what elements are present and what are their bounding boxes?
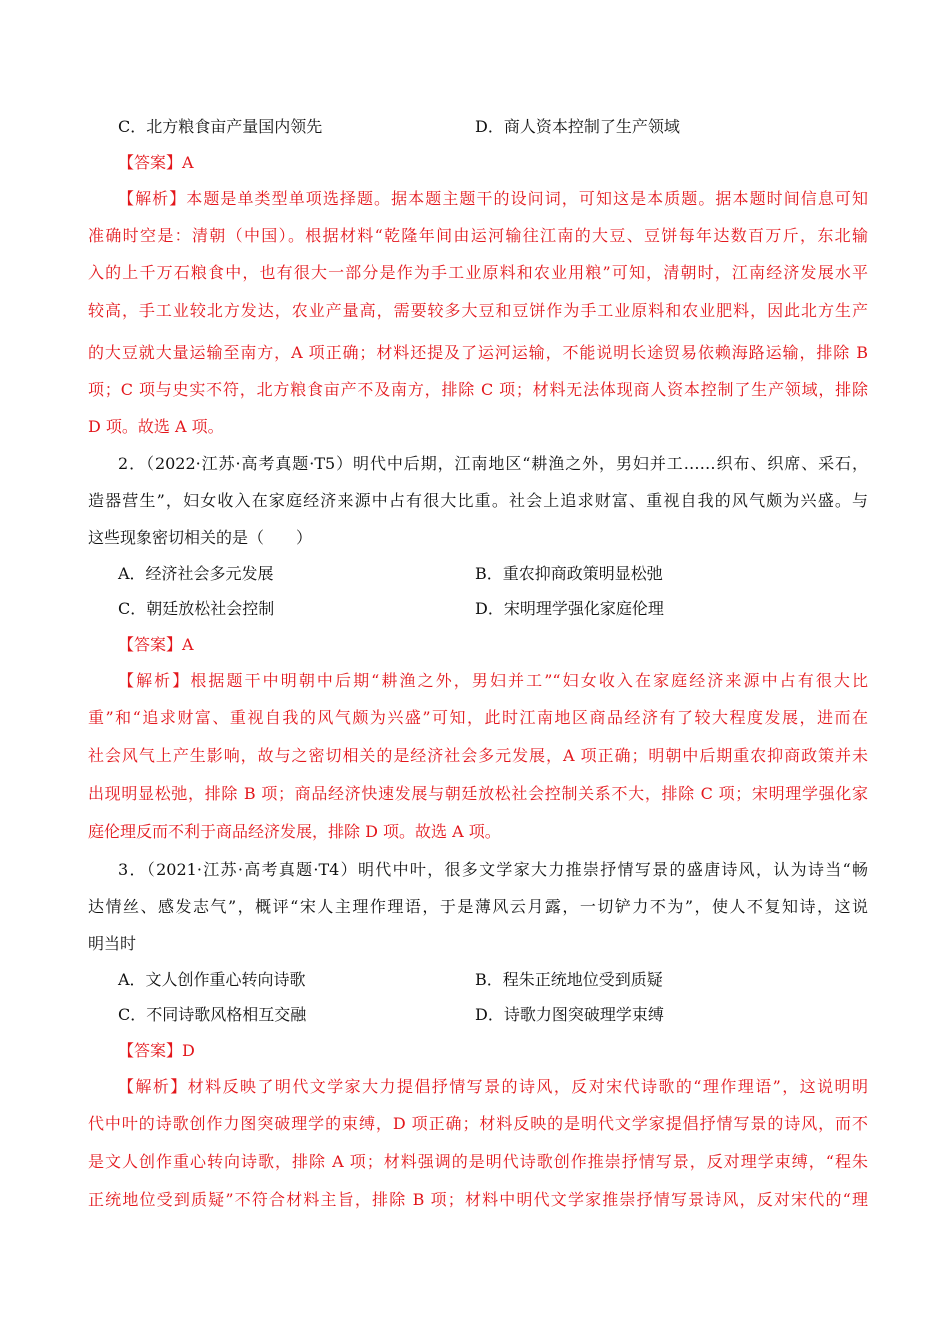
q3-analysis-line: 【解析】材料反映了明代文学家大力提倡抒情写景的诗风，反对宋代诗歌的“理作理语”，这说明明 xyxy=(118,1077,868,1096)
q1-analysis-line: 入的上千万石粮食中，也有很大一部分是作为手工业原料和农业用粮”可知，清朝时，江南经济发展水平 xyxy=(88,263,868,282)
q3-stem-line: 3．（2021·江苏·高考真题·T4）明代中叶，很多文学家大力推崇抒情写景的盛唐诗风，认为诗当“畅 xyxy=(118,860,868,879)
q2-stem-line: 造器营生”，妇女收入在家庭经济来源中占有很大比重。社会上追求财富、重视自我的风气颇为兴盛。与 xyxy=(88,491,868,510)
q3-stem-line: 达情丝、感发志气”，概评“宋人主理作理语，于是薄风云月露，一切铲力不为”，使人不复知诗，这说 xyxy=(88,897,868,916)
q2-analysis-line: 重”和“追求财富、重视自我的风气颇为兴盛”可知，此时江南地区商品经济有了较大程度发展，进而在 xyxy=(88,708,868,727)
q3-option-d: D．诗歌力图突破理学束缚 xyxy=(475,1005,664,1024)
q3-stem-line: 明当时 xyxy=(88,934,137,953)
q3-analysis-line: 是文人创作重心转向诗歌，排除 A 项；材料强调的是明代诗歌创作推崇抒情写景，反对理学束缚，“程朱 xyxy=(88,1152,868,1171)
q2-option-a: A．经济社会多元发展 xyxy=(118,564,274,583)
q2-analysis-line: 庭伦理反而不利于商品经济发展，排除 D 项。故选 A 项。 xyxy=(88,822,501,841)
q2-analysis-line: 社会风气上产生影响，故与之密切相关的是经济社会多元发展，A 项正确；明朝中后期重农抑商政策并未 xyxy=(88,746,868,765)
q2-option-b: B．重农抑商政策明显松弛 xyxy=(475,564,663,583)
q1-analysis-line: 准确时空是：清朝（中国）。根据材料“乾隆年间由运河输往江南的大豆、豆饼每年达数百万斤，东北输 xyxy=(88,226,868,245)
q1-analysis-line: 【解析】本题是单类型单项选择题。据本题主题干的设问词，可知这是本质题。据本题时间信息可知 xyxy=(118,189,868,208)
q2-stem-line: 2．（2022·江苏·高考真题·T5）明代中后期，江南地区“耕渔之外，男妇并工……织布、织席、采石， xyxy=(118,454,868,473)
q1-option-d: D．商人资本控制了生产领域 xyxy=(475,117,680,136)
q2-option-d: D．宋明理学强化家庭伦理 xyxy=(475,599,664,618)
q1-analysis-line: 项；C 项与史实不符，北方粮食亩产不及南方，排除 C 项；材料无法体现商人资本控制了生产领域，排除 xyxy=(88,380,868,399)
q1-analysis-line: 较高，手工业较北方发达，农业产量高，需要较多大豆和豆饼作为手工业原料和农业肥料，因此北方生产 xyxy=(88,301,868,320)
q3-option-b: B．程朱正统地位受到质疑 xyxy=(475,970,663,989)
q3-answer: 【答案】D xyxy=(118,1041,195,1060)
q2-option-c: C．朝廷放松社会控制 xyxy=(118,599,275,618)
q2-stem-line: 这些现象密切相关的是（ ） xyxy=(88,528,313,547)
q2-answer: 【答案】A xyxy=(118,635,194,654)
q2-analysis-line: 【解析】根据题干中明朝中后期“耕渔之外，男妇并工”“妇女收入在家庭经济来源中占有很大比 xyxy=(118,671,868,690)
q3-option-c: C．不同诗歌风格相互交融 xyxy=(118,1005,307,1024)
q1-answer: 【答案】A xyxy=(118,153,194,172)
q1-option-c: C．北方粮食亩产量国内领先 xyxy=(118,117,323,136)
q1-analysis-line: D 项。故选 A 项。 xyxy=(88,417,224,436)
q2-analysis-line: 出现明显松弛，排除 B 项；商品经济快速发展与朝廷放松社会控制关系不大，排除 C 项；宋明理学强化家 xyxy=(88,784,868,803)
q3-option-a: A．文人创作重心转向诗歌 xyxy=(118,970,306,989)
q3-analysis-line: 正统地位受到质疑”不符合材料主旨，排除 B 项；材料中明代文学家推崇抒情写景诗风，反对宋代的“理 xyxy=(88,1190,868,1209)
q1-analysis-line: 的大豆就大量运输至南方，A 项正确；材料还提及了运河运输，不能说明长途贸易依赖海路运输，排除 B xyxy=(88,343,868,362)
q3-analysis-line: 代中叶的诗歌创作力图突破理学的束缚，D 项正确；材料反映的是明代文学家提倡抒情写景的诗风，而不 xyxy=(88,1114,868,1133)
